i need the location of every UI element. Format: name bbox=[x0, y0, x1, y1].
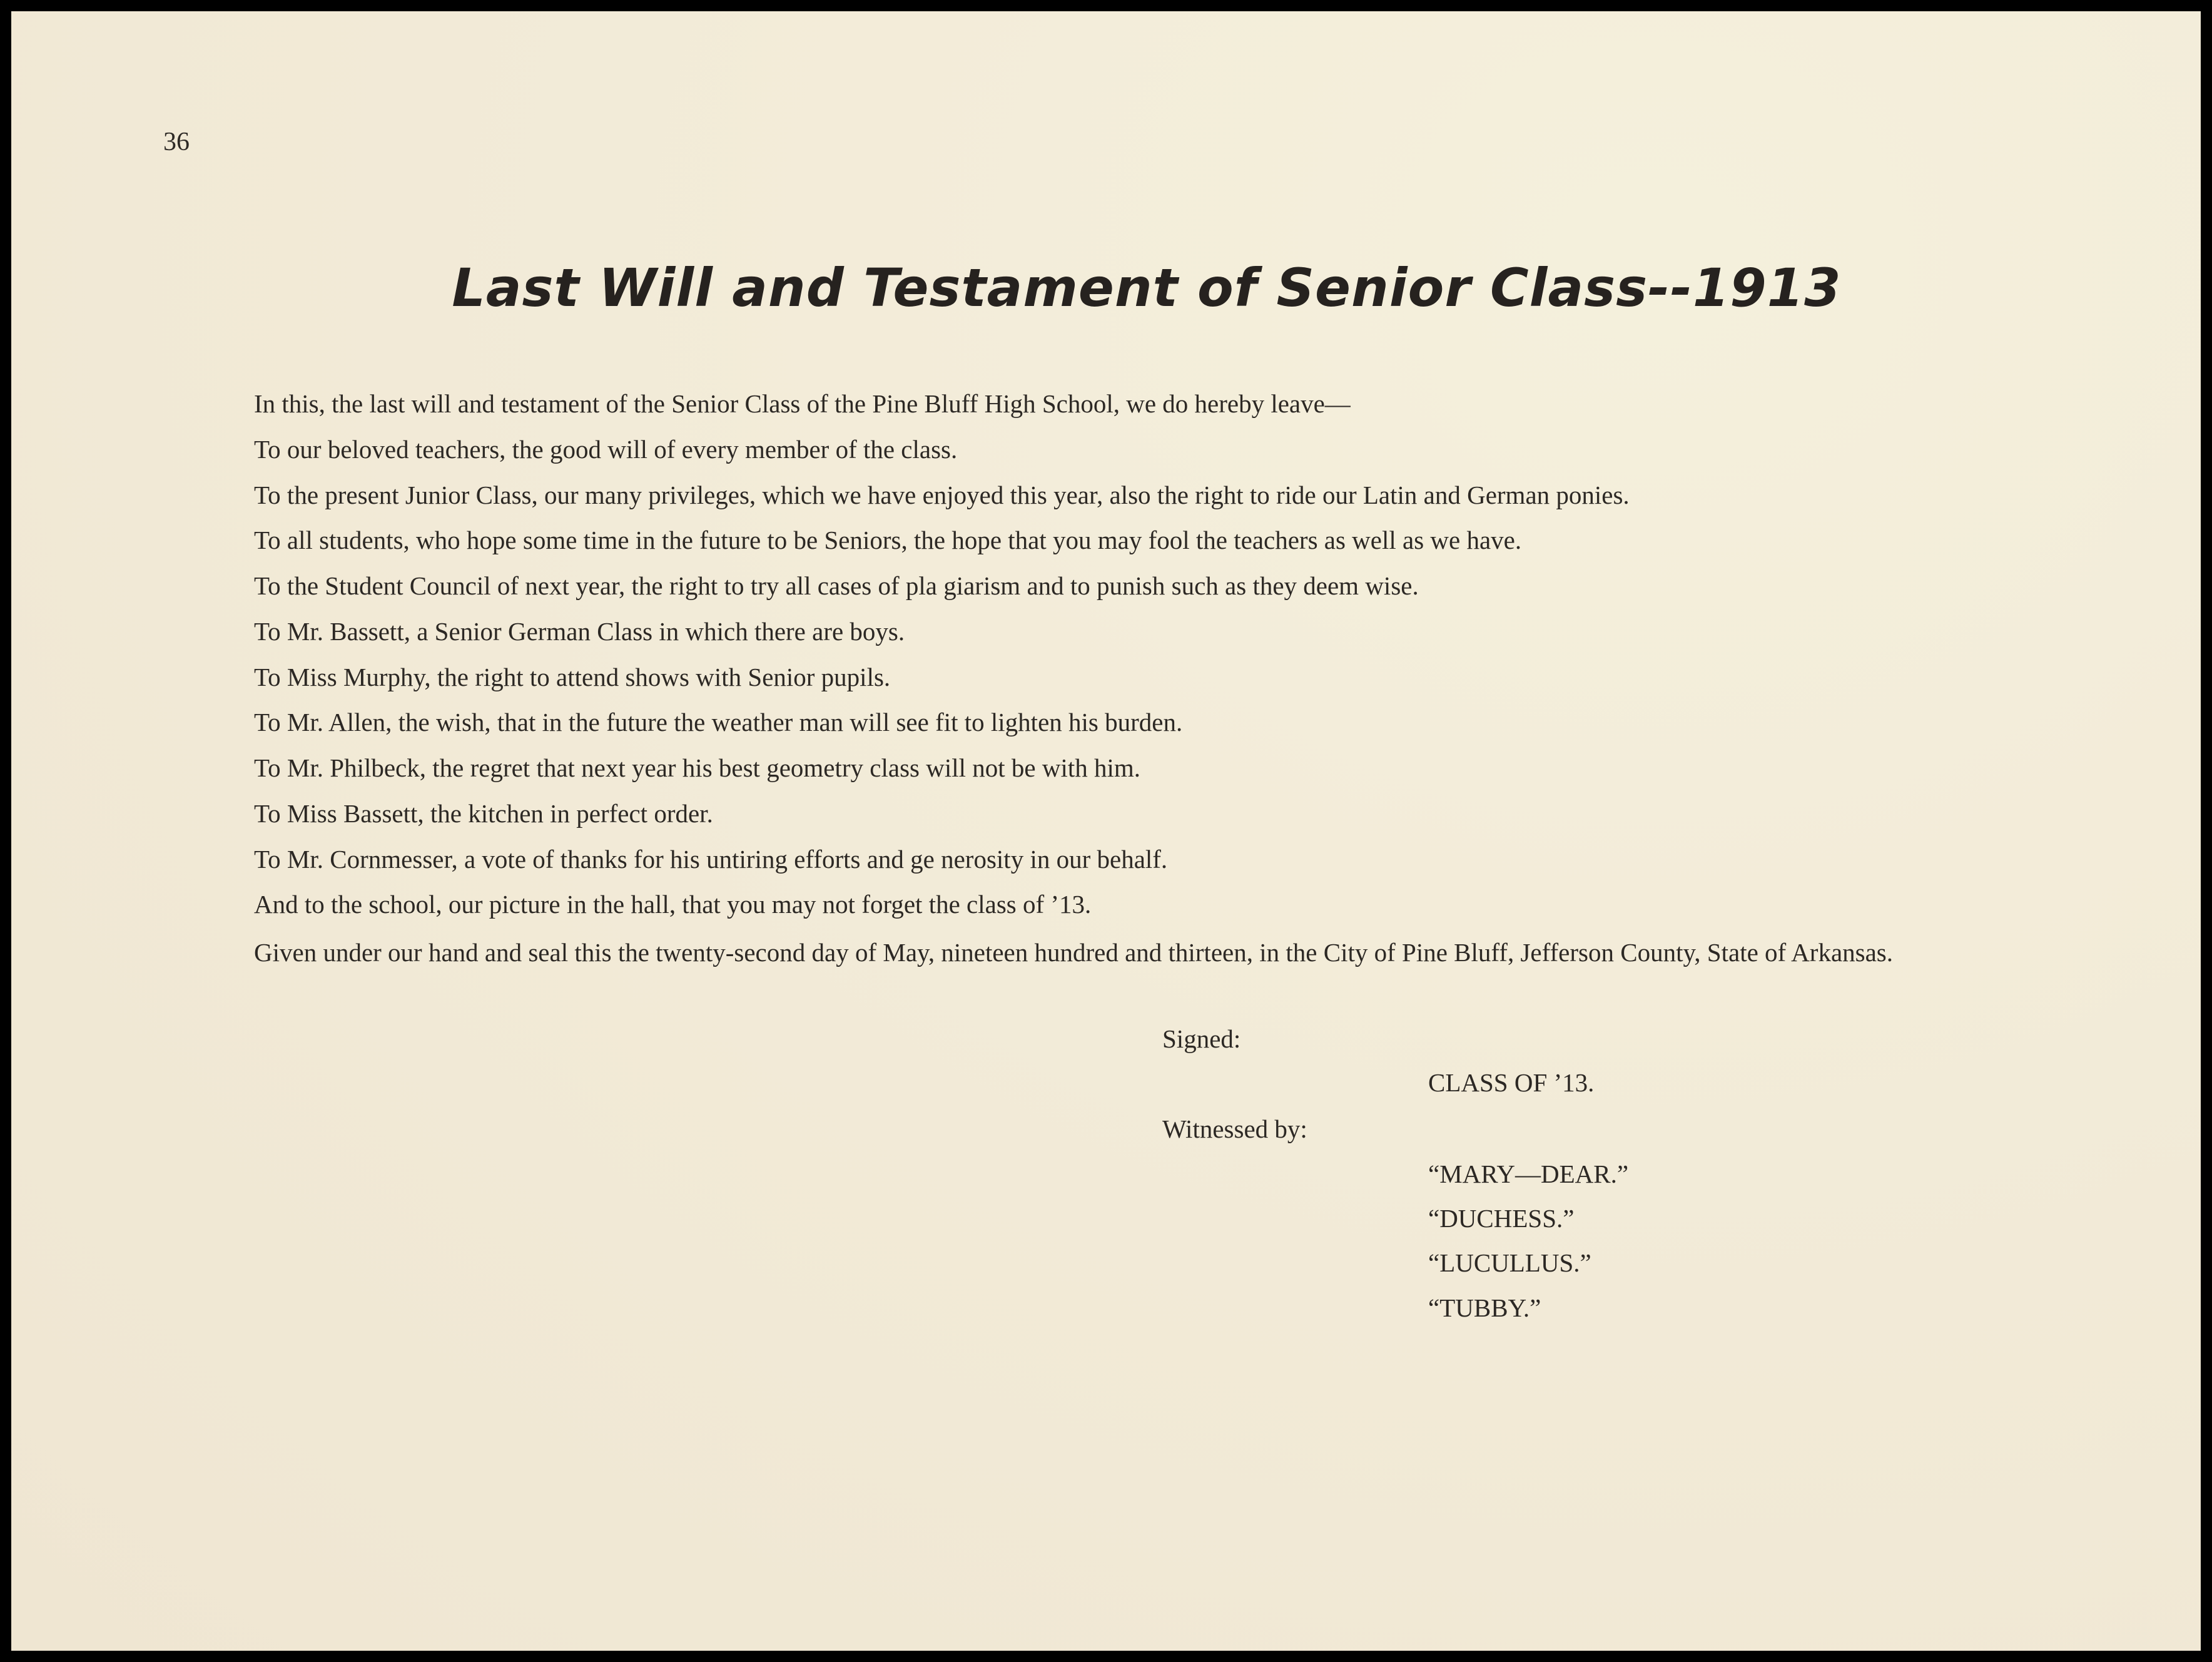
page-number: 36 bbox=[163, 128, 190, 156]
witness-name: “LUCULLUS.” bbox=[1428, 1248, 1591, 1277]
given-paragraph: Given under our hand and seal this the twenty-second day of May, nineteen hundred and thirteen, in the City of Pine Bluff, Jefferson County, State of Arkansas. bbox=[254, 938, 1893, 967]
witness-name: “MARY—DEAR.” bbox=[1428, 1160, 1629, 1188]
signed-label: Signed: bbox=[1162, 1024, 1241, 1053]
bequest-junior-class: To the present Junior Class, our many privileges, which we have enjoyed this year, also the right to ride our Latin and German ponies. bbox=[254, 481, 1630, 509]
bequest-mr-philbeck: To Mr. Philbeck, the regret that next year his best geometry class will not be with him. bbox=[254, 753, 1141, 782]
bequest-mr-bassett: To Mr. Bassett, a Senior German Class in which there are boys. bbox=[254, 617, 905, 646]
bequest-students: To all students, who hope some time in the future to be Seniors, the hope that you may fool the teachers as well as we have. bbox=[254, 526, 1522, 554]
preamble-line: In this, the last will and testament of the Senior Class of the Pine Bluff High School, we do hereby leave— bbox=[254, 389, 1351, 418]
bequest-teachers: To our beloved teachers, the good will of every member of the class. bbox=[254, 435, 958, 464]
document-page bbox=[11, 11, 2201, 1651]
bequest-mr-allen: To Mr. Allen, the wish, that in the future the weather man will see fit to lighten his burden. bbox=[254, 708, 1183, 737]
bequest-mr-cornmesser: To Mr. Cornmesser, a vote of thanks for his untiring efforts and ge nerosity in our behalf. bbox=[254, 845, 1168, 874]
witness-name: “TUBBY.” bbox=[1428, 1293, 1541, 1322]
signed-by: CLASS OF ’13. bbox=[1428, 1068, 1595, 1097]
bequest-miss-bassett: To Miss Bassett, the kitchen in perfect order. bbox=[254, 799, 713, 828]
bequest-miss-murphy: To Miss Murphy, the right to attend shows with Senior pupils. bbox=[254, 663, 891, 691]
page-title: Last Will and Testament of Senior Class--1913 bbox=[452, 257, 1842, 319]
witness-name: “DUCHESS.” bbox=[1428, 1204, 1575, 1233]
bequest-school: And to the school, our picture in the hall, that you may not forget the class of ’13. bbox=[254, 890, 1092, 919]
witnessed-label: Witnessed by: bbox=[1162, 1114, 1307, 1143]
bequest-student-council: To the Student Council of next year, the right to try all cases of pla giarism and to punish such as they deem wise. bbox=[254, 571, 1419, 600]
